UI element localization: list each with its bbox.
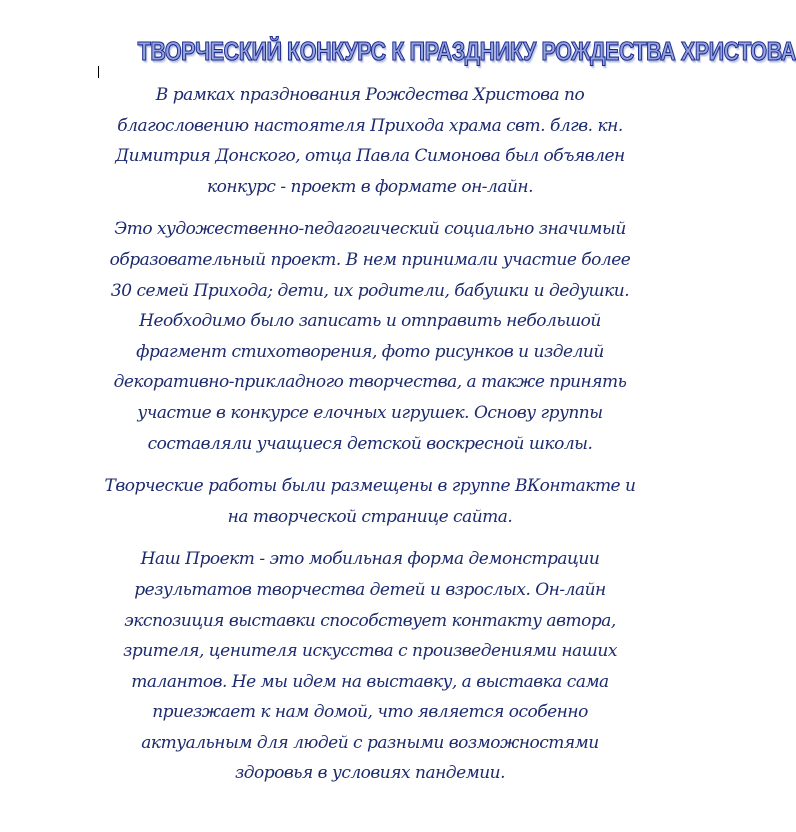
paragraph-project-description: Это художественно-педагогический социально значимый образовательный проект. В нем принимали участие более 30 семей Прихода; дети, их родители, бабушки и дедушки. Необходимо было записать и отправить небольшой фрагмент стихотворения, фото рисунков и изделий декоративно-прикладного творчества, а также принять участие в конкурсе елочных игрушек. Основу группы составляли учащиеся детской воскресной школы. (109, 219, 631, 454)
paragraph-online-exhibition: Наш Проект - это мобильная форма демонстрации результатов творчества детей и взрослых. Он-лайн экспозиция выставки способствует контакту автора, зрителя, ценителя искусства с произведениями наших талантов. Не мы идем на выставку, а выставка сама приезжает к нам домой, что является особенно актуальным для людей с разными возможностями здоровья в условиях пандемии. (123, 549, 617, 784)
document-title: ТВОРЧЕСКИЙ КОНКУРС К ПРАЗДНИКУ РОЖДЕСТВА ХРИСТОВА (137, 37, 796, 67)
paragraph-publication: Творческие работы были размещены в группе ВКонтакте и на творческой странице сайта. (104, 476, 636, 527)
text-cursor (98, 66, 99, 78)
paragraph-announcement: В рамках празднования Рождества Христова по благословению настоятеля Прихода храма свт. блгв. кн. Димитрия Донского, отца Павла Симонова был объявлен конкурс - проект в формате он-лайн. (115, 85, 625, 197)
document-body (100, 80, 640, 789)
